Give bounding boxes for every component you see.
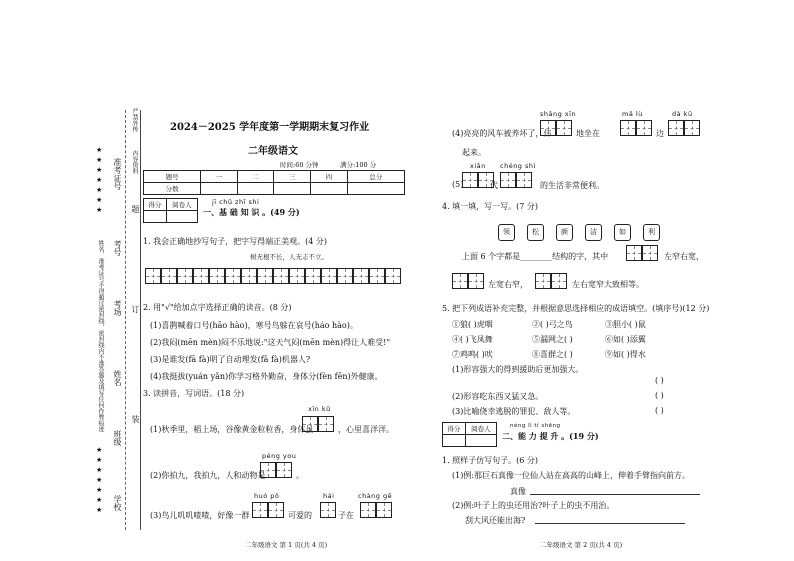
q3-4-text-a: (4)亮亮的风车被养坏了，伟 [452,129,552,138]
q3-4-text-c: 边 [656,129,664,138]
section2-pinyin: néng lì tí shēng [510,423,561,429]
q3-1-grid[interactable] [302,416,334,432]
class-label: 班级 [113,430,122,446]
q3-5-pinyin-2: chéng shì [500,162,536,170]
page-title: 2024－2025 学年度第一学期期末复习作业 [170,122,370,133]
page-subtitle: 二年级语文 [248,146,298,157]
q3-3-pinyin-1: huó pō [254,492,280,500]
field-label: 考场 [113,300,122,316]
q6-example-1: (1)例:那巨石真像一位仙人站在高高的山峰上，伸着手臂指向前方。 [452,471,691,480]
exam-number-label: 准考证号 [113,158,122,190]
q5-idiom-3: ③胆小( )鼠 [605,320,646,329]
q3-4-grid-3[interactable] [668,120,700,136]
binding-notice: 姓名、准考证号不得超过密封线，密封线内不准答题及填写任何作弊痕迹 [97,240,104,432]
q3-1-text-b: ，心里喜洋洋。 [338,425,394,434]
q5-idiom-4: ④( )飞凤舞 [452,335,493,344]
q5-idiom-2: ②( )弓之鸟 [532,320,573,329]
q3-3-pinyin-3: chàng gē [358,492,393,500]
q4-text-c: 左宽右窄， [488,280,528,289]
q3-3-grid-1[interactable] [252,502,284,518]
q5-idiom-9: ⑨如( )得水 [605,350,646,359]
section1-pinyin: jī chǔ zhī shi [212,198,260,206]
q2-text: 2. 用"√"给加点字选择正确的读音。(8 分) [143,303,292,312]
binding-zhuang: 装 [131,415,140,423]
full-score-info: 满分:100 分 [340,161,377,169]
q5-idiom-6: ⑥如( )添翼 [605,335,646,344]
q3-4-text-d: 起来。 [462,148,486,157]
right-footer: 二年级语文 第 2 页(共 4 页) [540,541,623,549]
q3-2-grid[interactable] [260,462,292,478]
q3-2-pinyin: péng you [262,452,297,460]
q3-4-pinyin-1: shāng xīn [540,110,577,118]
q4-text-a: 上面 6 个字都是________结构的字，其中 [462,252,609,261]
time-info: 时间:60 分钟 [280,161,319,169]
q2-item-3: (3)是谁发(fā fà)明了自动理发(fā fà)机器人? [150,355,311,364]
q5-answer-3[interactable]: ( ) [655,406,664,415]
q1-sentence: 树无根不长，人无志不立。 [250,253,328,261]
q3-3-pinyin-2: hái [323,492,335,500]
q3-3-text-a: (3)鸟儿叽叽喳喳，好像一群 [150,511,250,520]
q4-grid-2[interactable] [452,273,484,289]
binding-warn-mid: 内容资料 [131,150,138,174]
star-decoration: ★ ★ ★ ★ ★ ★ ★ [96,146,103,214]
grader-box-1: 得分 阅卷人 [143,198,198,223]
binding-solid-line [140,110,141,530]
q5-text: 5. 把下列成语补充完整，并根据意思选择相应的成语填空。(填序号)(12 分) [442,304,710,313]
q5-idiom-5: ⑤漏网之( ) [532,335,573,344]
q3-5-grid-2[interactable] [500,172,532,188]
q4-characters: 领 松 颜 洁 如 利 [498,219,672,241]
q3-3-text-c: 子在 [338,511,354,520]
q3-4-pinyin-2: mǎ lù [622,110,643,118]
binding-warn-top: 严禁外传 [131,108,138,132]
q6-1-prompt: 真像 [510,487,526,496]
q5-idiom-1: ①狼( )虎咽 [452,320,493,329]
section2-heading: 二、能 力 提 升 。(19 分) [502,431,599,441]
score-table: 题号 一 二 三 四 总分 分数 [143,170,405,195]
q4-grid-1[interactable] [626,245,658,261]
exam-room-label: 考号 [113,240,122,256]
binding-line [125,110,126,530]
q5-answer-1[interactable]: ( ) [655,376,664,385]
q3-3-grid-2[interactable] [320,502,336,518]
q5-answer-2[interactable]: ( ) [655,391,664,400]
binding-ti: 题 [131,205,140,213]
q3-1-text-a: (1)秋季里，稻上场，谷像黄金粒粒香，身体虽 [150,425,314,434]
q3-5-text-b: 代 [490,181,498,190]
q1-text: 1. 我会正确地抄写句子，把字写得端正美观。(4 分) [143,237,328,246]
q2-item-1: (1)喜鹊喊着口号(hāo hào)，寒号鸟躲在哀号(háo hào)。 [150,321,358,330]
q3-2-text-b: 。 [296,471,304,480]
left-footer: 二年级语文 第 1 页(共 4 页) [245,541,328,549]
q6-2-prompt: 刮大风还能出海? [465,516,526,525]
binding-ding: 订 [131,305,140,313]
q4-text-b: 左窄右宽， [664,252,704,261]
q3-5-pinyin-1: xiān [470,162,486,170]
q4-text-d: 左右宽窄大致相等。 [572,280,644,289]
q4-text: 4. 填一填，写一写。(7 分) [442,202,539,211]
q3-1-pinyin: xīn kǔ [308,405,331,413]
star-decoration-bottom: ★ ★ ★ ★ ★ ★ ★ [96,446,103,514]
q1-writing-grid[interactable] [145,268,401,284]
q5-meaning-1: (1)形容强大的得到援助后更加强大。 [452,365,584,374]
q5-meaning-2: (2)形容吃东西又猛又急。 [452,392,544,401]
q2-item-2: (2)我闷(mēn mèn)闷不乐地说:"这天气闷(mēn mèn)得让人难受!" [150,338,391,347]
q3-3-grid-3[interactable] [360,502,392,518]
q3-4-pinyin-3: dà kū [672,110,693,118]
q3-4-text-b: 地坐在 [576,129,600,138]
name-label: 姓名 [113,370,122,386]
q3-2-text-a: (2)你拍九，我拍九，人和动物是 [150,471,266,480]
q4-grid-3[interactable] [535,273,567,289]
q6-2-answer-line[interactable] [535,523,685,524]
q3-text: 3. 读拼音，写词语。(18 分) [143,389,245,398]
q6-text: 1. 照样子仿写句子。(6 分) [442,456,539,465]
q3-5-text-c: 的生活非常便利。 [540,181,604,190]
q2-item-4: (4)我挺拔(yuán yǎn)你学习格外勤奋，身体分(fèn fēn)外健康。 [150,372,383,381]
section1-heading: 一、基 础 知 识 。(49 分) [203,207,300,217]
q6-1-answer-line[interactable] [530,494,700,495]
q6-example-2: (2)例:叶子上的虫还用治?叶子上的虫不用治。 [452,501,615,510]
q3-4-grid-1[interactable] [540,120,572,136]
q3-3-text-b: 可爱的 [288,511,312,520]
q5-idiom-8: ⑧喜群之( ) [532,350,573,359]
q5-meaning-3: (3)比喻侥幸逃脱的罪犯、敌人等。 [452,407,576,416]
school-label: 学校 [113,495,122,511]
q3-5-text-a: (5) [452,180,464,189]
grader-box-2: 得分 阅卷人 [442,422,497,447]
q5-idiom-7: ⑦鸡鸣( )吠 [452,350,493,359]
q3-4-grid-2[interactable] [620,120,652,136]
